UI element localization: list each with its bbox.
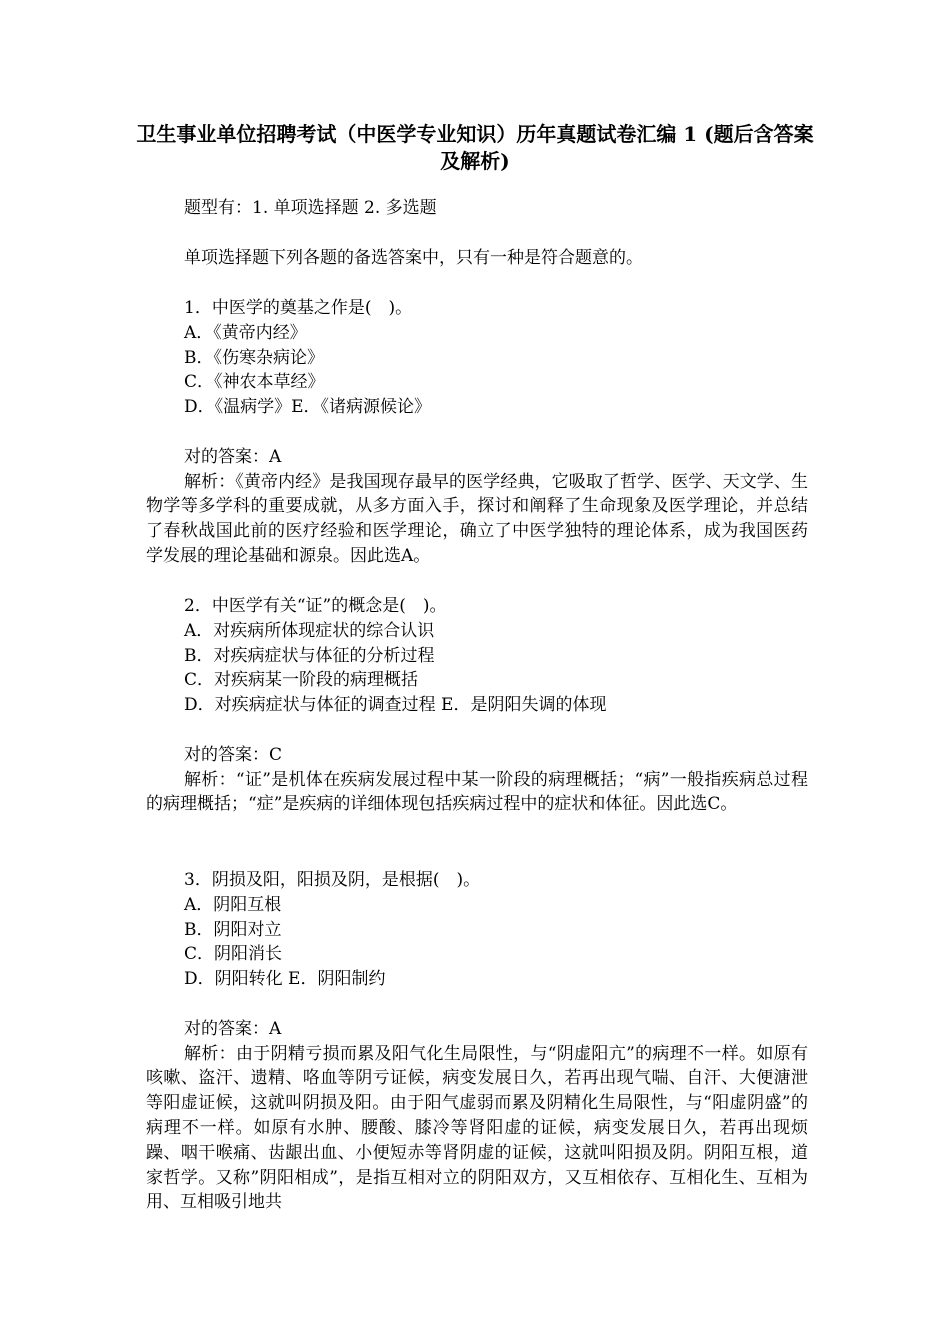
- analysis: 解析：“证”是机体在疾病发展过程中某一阶段的病理概括；“病”一般指疾病总过程的病理概括；“症”是疾病的详细体现包括疾病过程中的症状和体征。因此选C。: [146, 769, 808, 815]
- analysis: 解析：《黄帝内经》是我国现存最早的医学经典，它吸取了哲学、医学、天文学、生物学等多学科的重要成就，从多方面入手，探讨和阐释了生命现象及医学理论，并总结了春秋战国此前的医疗经验和医学理论，确立了中医学独特的理论体系，成为我国医药学发展的理论基础和源泉。因此选A。: [146, 471, 808, 566]
- question-3: [146, 868, 808, 1215]
- question-stem: 2．中医学有关“证”的概念是( )。: [184, 596, 447, 616]
- option: B．对疾病症状与体征的分析过程: [184, 645, 435, 666]
- option: B．阴阳对立: [184, 919, 282, 940]
- answer: 对的答案：A: [184, 1018, 282, 1039]
- option: D．对疾病症状与体征的调查过程 E．是阴阳失调的体现: [184, 695, 607, 716]
- answer: 对的答案：C: [184, 744, 283, 765]
- option: A．《黄帝内经》: [184, 322, 307, 343]
- page-title: 卫生事业单位招聘考试（中医学专业知识）历年真题试卷汇编 1 (题后含答案及解析): [136, 122, 814, 173]
- section-intro-text: 单项选择题下列各题的备选答案中，只有一种是符合题意的。: [184, 248, 643, 268]
- analysis: 解析：由于阴精亏损而累及阳气化生局限性，与“阴虚阳亢”的病理不一样。如原有咳嗽、盗汗、遗精、咯血等阴亏证候，病变发展日久，若再出现气喘、自汗、大便溏泄等阳虚证候，这就叫阴损及阳。由于阳气虚弱而累及阴精化生局限性，与“阳虚阴盛”的病理不一样。如原有水肿、腰酸、膝冷等肾阳虚的证候，病变发展日久，若再出现烦躁、咽干喉痛、齿龈出血、小便短赤等肾阴虚的证候，这就叫阳损及阴。阴阳互根，道家哲学。又称”阴阳相成”，是指互相对立的阴阳双方，又互相依存、互相化生、互相为用、互相吸引地共: [146, 1043, 808, 1213]
- section-intro: [146, 246, 808, 271]
- option: A．阴阳互根: [184, 894, 282, 915]
- question-types-text: 题型有：1. 单项选择题 2. 多选题: [184, 198, 437, 218]
- option: C．《神农本草经》: [184, 372, 325, 393]
- question-types: [146, 196, 808, 221]
- question-stem: 3．阴损及阳，阳损及阴，是根据( )。: [184, 870, 481, 890]
- option: A．对疾病所体现症状的综合认识: [184, 620, 435, 641]
- option: D．阴阳转化 E．阴阳制约: [184, 969, 386, 990]
- option: B．《伤寒杂病论》: [184, 347, 324, 368]
- option: C．对疾病某一阶段的病理概括: [184, 670, 419, 691]
- question-1: [146, 296, 808, 569]
- answer: 对的答案：A: [184, 446, 282, 467]
- option: C．阴阳消长: [184, 944, 283, 965]
- option: D．《温病学》E．《诸病源候论》: [184, 397, 432, 418]
- question-2: [146, 594, 808, 817]
- question-stem: 1．中医学的奠基之作是( )。: [184, 298, 413, 318]
